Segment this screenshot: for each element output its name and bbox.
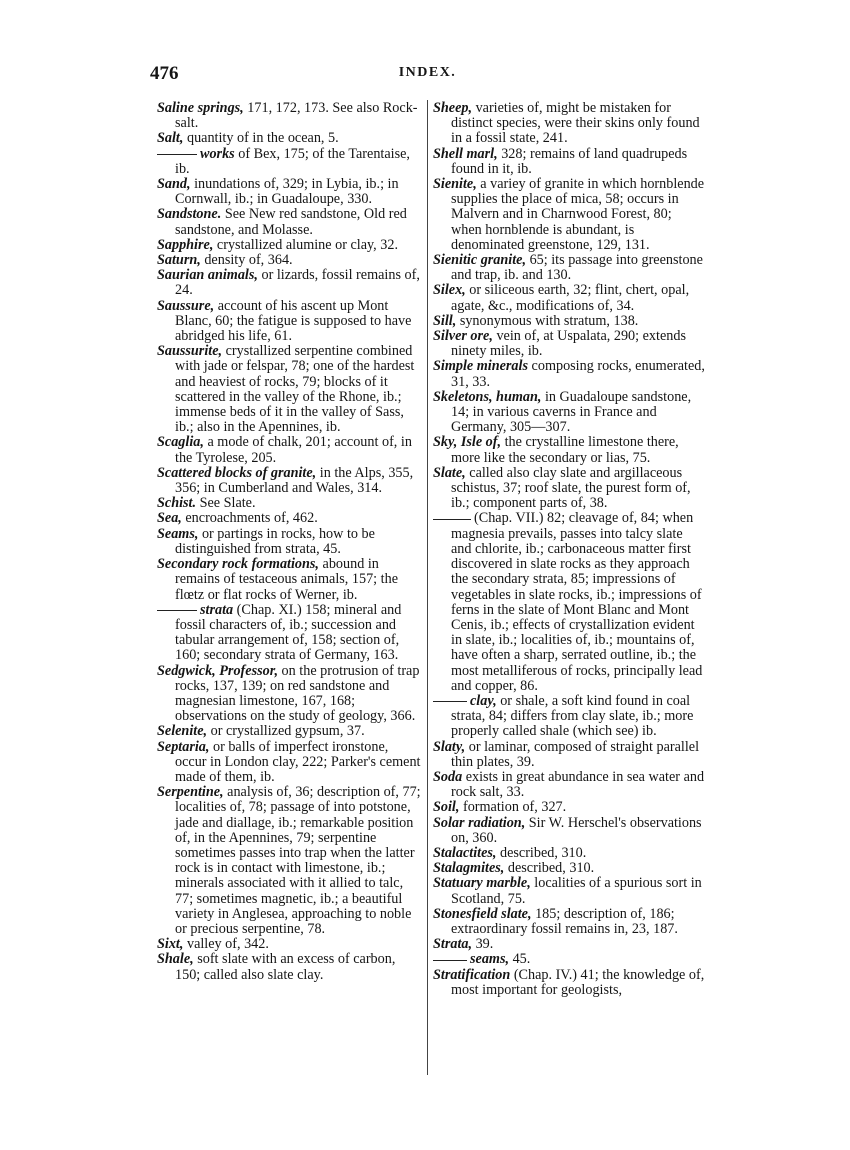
index-term: Selenite, xyxy=(157,723,208,740)
index-references: or laminar, composed of straight parallel thin plates, 39. xyxy=(451,738,700,770)
index-references: synonymous with stratum, 138. xyxy=(456,312,639,329)
index-references: or shale, a soft kind found in coal strata, 84; differs from clay slate, ib.; more properly called shale (which see) ib. xyxy=(451,692,694,740)
index-references: or balls of imperfect ironstone, occur in London clay, 222; Parker's cement made of them, ib. xyxy=(175,738,421,785)
index-entry xyxy=(433,147,705,177)
index-term: Shale, xyxy=(157,951,194,968)
index-column-right xyxy=(433,101,705,998)
index-term: Slate, xyxy=(433,464,466,481)
column-divider xyxy=(427,100,428,1075)
index-entry xyxy=(433,101,705,147)
index-references: a variey of granite in which hornblende supplies the place of mica, 58; occurs in Malvern and in Charnwood Forest, 80; when hornblende is abundant, is denominated greenstone, 129, 131. xyxy=(451,176,705,253)
index-entry xyxy=(157,466,423,496)
index-term: Saussure, xyxy=(157,297,215,314)
index-references: 65; its passage into greenstone and trap, ib. and 130. xyxy=(451,252,703,284)
index-entry xyxy=(157,207,423,237)
index-term: Soda xyxy=(433,768,463,785)
index-references: or crystallized gypsum, 37. xyxy=(207,723,365,740)
index-entry xyxy=(433,861,705,876)
page-number: 476 xyxy=(150,63,179,84)
page-header xyxy=(150,63,705,85)
index-references: localities of a spurious sort in Scotland, 75. xyxy=(451,875,702,907)
index-references: valley of, 342. xyxy=(183,936,269,953)
index-references: a mode of chalk, 201; account of, in the Tyrolese, 205. xyxy=(175,434,412,466)
index-term: Sand, xyxy=(157,176,191,193)
index-entry xyxy=(433,800,705,815)
index-entry xyxy=(433,435,705,465)
index-entry xyxy=(433,740,705,770)
index-references: account of his ascent up Mont Blanc, 60; the fatigue is supposed to have abridged his life, 61. xyxy=(175,297,412,345)
index-term: Stalagmites, xyxy=(433,860,505,877)
index-references: vein of, at Uspalata, 290; extends ninety miles, ib. xyxy=(451,328,686,360)
index-term: Sixt, xyxy=(157,936,184,953)
index-references: composing rocks, enumerated, 31, 33. xyxy=(451,358,705,390)
index-references: (Chap. XI.) 158; mineral and fossil characters of, ib.; succession and tabular arrangement of, 158; section of, 160; secondary strata of Germany, 163. xyxy=(175,601,402,664)
index-entry xyxy=(157,496,423,511)
index-references: varieties of, might be mistaken for distinct species, were their skins only found in a fossil state, 241. xyxy=(451,100,700,147)
index-references: analysis of, 36; description of, 77; localities of, 78; passage of into potstone, jade and diallage, ib.; remarkable position of, in the Apennines, 79; serpentine sometimes passes into trap when the latter rock is in contact with limestone, ib.; minerals associated with it allied to talc, 77; sometimes magnetic, ib.; a beautiful variety in Anglesea, approaching to noble or precious serpentine, 78. xyxy=(175,784,421,937)
index-subentry xyxy=(433,511,705,693)
running-title: INDEX. xyxy=(398,65,457,80)
index-entry xyxy=(157,511,423,526)
index-term: Stratification xyxy=(433,966,511,983)
index-entry xyxy=(157,299,423,345)
index-references: Sir W. Herschel's observations on, 360. xyxy=(451,814,702,846)
index-term: Scaglia, xyxy=(157,434,204,451)
ditto-dash xyxy=(433,519,471,520)
index-entry xyxy=(157,724,423,739)
index-references: abound in remains of testaceous animals, 157; the flœtz or flat rocks of Werner, ib. xyxy=(175,556,398,603)
index-entry xyxy=(433,968,705,998)
index-references: inundations of, 329; in Lybia, ib.; in Cornwall, ib.; in Guadaloupe, 330. xyxy=(175,176,399,208)
index-subentry xyxy=(157,603,423,664)
index-term: Silex, xyxy=(433,282,466,299)
index-term: Sandstone. xyxy=(157,206,222,223)
index-term: Salt, xyxy=(157,130,184,147)
index-references: crystallized alumine or clay, 32. xyxy=(213,236,399,253)
index-term: Saurian animals, xyxy=(157,267,258,284)
index-entry xyxy=(433,466,705,512)
index-term: works xyxy=(200,145,235,162)
index-term: Strata, xyxy=(433,936,473,953)
index-references: (Chap. VII.) 82; cleavage of, 84; when magnesia prevails, passes into talcy slate and chlorite, ib.; carbonaceous matter first discovered in slate rocks as they approach the secondary strata, 85; impressions of vegetables in slate rocks, ib.; impressions of ferns in the slate of Mont Blanc and Mont Cenis, ib.; effects of crystallization evident in slate, ib.; localities of, ib.; mountains of, have often a sharp, serrated outline, ib.; the most metalliferous of rocks, principally lead and copper, 86. xyxy=(451,510,703,694)
index-entry xyxy=(433,937,705,952)
index-term: Serpentine, xyxy=(157,784,224,801)
index-term: Stalactites, xyxy=(433,844,497,861)
index-entry xyxy=(157,740,423,786)
index-term: Sea, xyxy=(157,510,182,527)
index-term: Sky, Isle of, xyxy=(433,434,502,451)
index-term: Saussurite, xyxy=(157,343,223,360)
index-references: soft slate with an excess of carbon, 150; called also slate clay. xyxy=(175,951,396,983)
index-term: Silver ore, xyxy=(433,328,493,345)
index-references: (Chap. IV.) 41; the knowledge of, most important for geologists, xyxy=(451,966,705,998)
index-term: Solar radiation, xyxy=(433,814,526,831)
index-term: clay, xyxy=(470,692,497,709)
ditto-dash xyxy=(433,960,467,961)
index-term: Simple minerals xyxy=(433,358,528,375)
index-references: or partings in rocks, how to be distinguished from strata, 45. xyxy=(175,525,375,557)
index-references: described, 310. xyxy=(496,844,587,861)
index-references: the crystalline limestone there, more like the secondary or lias, 75. xyxy=(451,434,679,466)
index-entry xyxy=(157,268,423,298)
index-references: quantity of in the ocean, 5. xyxy=(183,130,339,147)
index-entry xyxy=(433,907,705,937)
index-entry xyxy=(157,177,423,207)
index-references: See New red sandstone, Old red sandstone, and Molasse. xyxy=(175,206,407,238)
index-term: Seams, xyxy=(157,525,199,542)
index-term: Sienitic granite, xyxy=(433,252,527,269)
index-term: Scattered blocks of granite, xyxy=(157,464,317,481)
index-entry xyxy=(157,101,423,131)
index-entry xyxy=(157,952,423,982)
index-term: Sedgwick, Professor, xyxy=(157,662,278,679)
index-entry xyxy=(433,177,705,253)
index-term: Stonesfield slate, xyxy=(433,905,532,922)
index-subentry xyxy=(433,694,705,740)
index-term: Shell marl, xyxy=(433,145,498,162)
index-entry xyxy=(157,664,423,725)
index-term: Secondary rock formations, xyxy=(157,556,319,573)
index-column-left xyxy=(157,101,423,983)
index-references: 185; description of, 186; extraordinary fossil remains in, 23, 187. xyxy=(451,905,678,937)
index-references: 39. xyxy=(472,936,494,953)
index-references: 328; remains of land quadrupeds found in it, ib. xyxy=(451,145,688,177)
index-references: described, 310. xyxy=(504,860,595,877)
index-references: exists in great abundance in sea water and rock salt, 33. xyxy=(451,768,705,801)
index-term: Sienite, xyxy=(433,176,477,193)
index-term: Soil, xyxy=(433,799,460,816)
index-references: in the Alps, 355, 356; in Cumberland and Wales, 314. xyxy=(175,464,414,497)
index-entry xyxy=(157,435,423,465)
index-entry xyxy=(433,329,705,359)
index-references: called also clay slate and argillaceous schistus, 37; roof slate, the purest form of, ib.; component parts of, 38. xyxy=(451,464,691,512)
index-entry xyxy=(157,344,423,435)
index-references: or siliceous earth, 32; flint, chert, opal, agate, &c., modifications of, 34. xyxy=(451,282,690,314)
index-term: Sill, xyxy=(433,312,457,329)
index-entry xyxy=(157,785,423,937)
index-references: of Bex, 175; of the Tarentaise, ib. xyxy=(175,145,410,177)
index-entry xyxy=(433,390,705,436)
index-references: 45. xyxy=(509,951,531,968)
index-references: or lizards, fossil remains of, 24. xyxy=(175,267,420,299)
index-term: Septaria, xyxy=(157,738,210,755)
index-references: on the protrusion of trap rocks, 137, 139; on red sandstone and magnesian limestone, 167, 168; observations on the study of geology, 366. xyxy=(175,662,420,725)
index-references: density of, 364. xyxy=(200,252,293,269)
index-references: encroachments of, 462. xyxy=(181,510,318,527)
index-entry xyxy=(433,816,705,846)
index-term: Sheep, xyxy=(433,100,473,116)
index-term: Statuary marble, xyxy=(433,875,531,892)
index-term: Slaty, xyxy=(433,738,466,755)
index-entry xyxy=(157,253,423,268)
index-term: Saturn, xyxy=(157,252,201,269)
index-entry xyxy=(433,846,705,861)
index-term: seams, xyxy=(470,951,510,968)
index-entry xyxy=(157,937,423,952)
index-term: Saline springs, xyxy=(157,100,244,116)
index-entry xyxy=(433,283,705,313)
index-term: Sapphire, xyxy=(157,236,214,253)
ditto-dash xyxy=(157,154,197,155)
index-entry xyxy=(157,131,423,146)
index-references: See Slate. xyxy=(196,495,256,512)
index-entry xyxy=(157,238,423,253)
index-entry xyxy=(433,359,705,389)
index-references: in Guadaloupe sandstone, 14; in various caverns in France and Germany, 305—307. xyxy=(451,388,692,436)
index-subentry xyxy=(433,952,705,967)
ditto-dash xyxy=(433,701,467,702)
index-term: strata xyxy=(200,601,234,618)
index-references: crystallized serpentine combined with jade or felspar, 78; one of the hardest and heaviest of rocks, 79; blocks of it scattered in the valley of the Rhone, ib.; immense beds of it in the valley of Sass, ib.; also in the Apennines, ib. xyxy=(175,343,415,436)
index-references: formation of, 327. xyxy=(459,799,567,816)
index-entry xyxy=(433,253,705,283)
index-term: Schist. xyxy=(157,495,197,512)
index-entry xyxy=(157,527,423,557)
index-subentry xyxy=(157,147,423,177)
index-entry xyxy=(433,314,705,329)
index-entry xyxy=(433,876,705,906)
ditto-dash xyxy=(157,610,197,611)
index-term: Skeletons, human, xyxy=(433,388,542,405)
index-entry xyxy=(157,557,423,603)
index-entry xyxy=(433,770,705,800)
index-references: 171, 172, 173. See also Rock-salt. xyxy=(175,100,418,132)
